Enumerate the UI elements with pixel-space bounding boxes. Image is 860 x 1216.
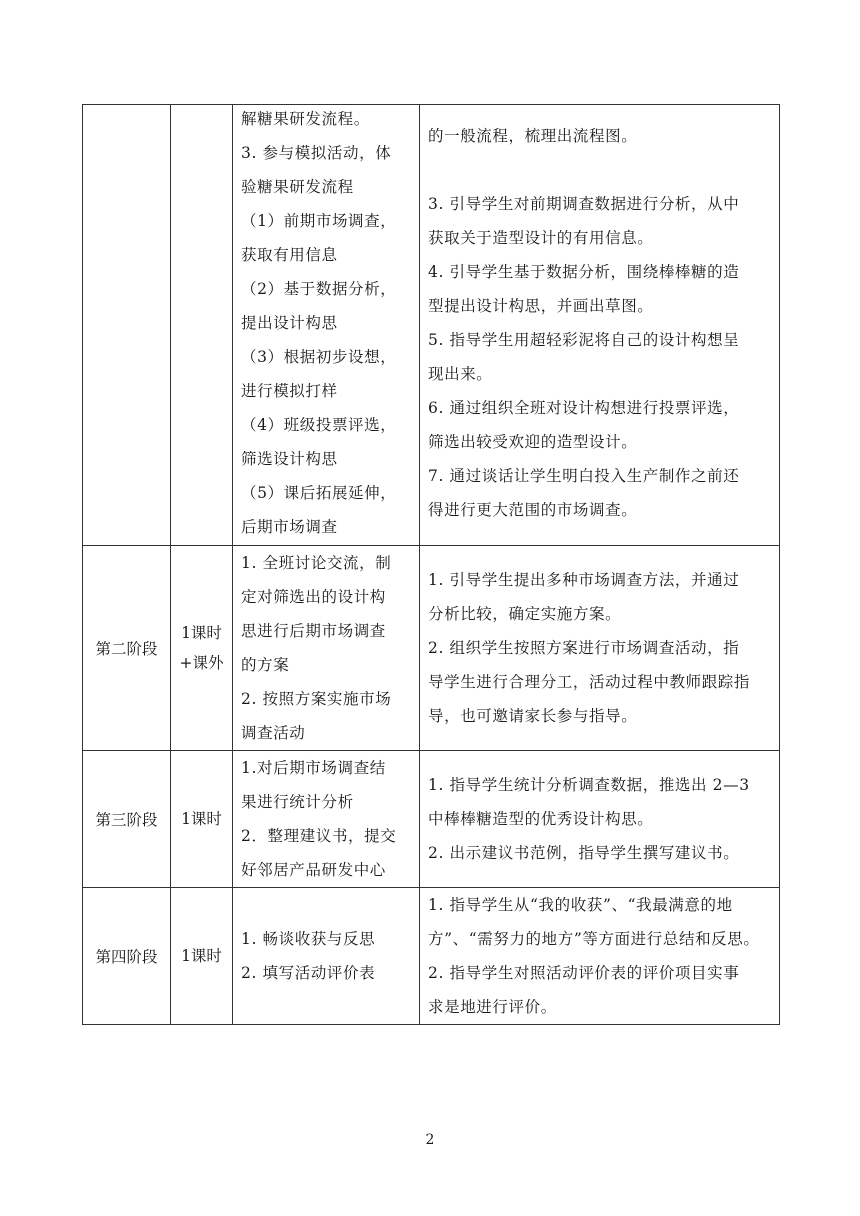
activity-line: 解糖果研发流程。: [241, 109, 370, 128]
blank-line: [428, 153, 771, 187]
guidance-line: 中棒棒糖造型的优秀设计构思。: [428, 810, 654, 828]
guidance-line: 7. 通过谈话让学生明白投入生产制作之前还: [428, 466, 740, 485]
table-row: [83, 888, 780, 1025]
stage-cell: [83, 105, 171, 546]
table-row: [83, 546, 780, 751]
guidance-line: 3. 引导学生对前期调查数据进行分析，从中: [428, 194, 740, 213]
guidance-cell: [420, 105, 780, 546]
guidance-line: 现出来。: [428, 364, 493, 383]
guidance-line: 2. 组织学生按照方案进行市场调查活动，指: [428, 639, 740, 657]
activity-line: 果进行统计分析: [241, 793, 354, 811]
guidance-line: 4. 引导学生基于数据分析，围绕棒棒糖的造: [428, 262, 740, 281]
activities-cell: [233, 888, 420, 1025]
activity-line: 进行模拟打样: [241, 381, 338, 400]
guidance-line: 求是地进行评价。: [428, 998, 557, 1016]
activity-line: 2. 填写活动评价表: [241, 964, 376, 982]
activities-cell: [233, 751, 420, 888]
guidance-line: 得进行更大范围的市场调查。: [428, 500, 638, 519]
table-row: [83, 751, 780, 888]
guidance-line: 导学生进行合理分工，活动过程中教师跟踪指: [428, 673, 751, 691]
activity-line: 2. 按照方案实施市场: [241, 690, 392, 708]
activity-line: 思进行后期市场调查: [241, 622, 386, 640]
activity-line: 调查活动: [241, 724, 306, 742]
lesson-plan-table: [82, 104, 780, 1025]
hours-line: 1课时: [181, 624, 222, 642]
activity-line: 验糖果研发流程: [241, 177, 354, 196]
activity-line: 3. 参与模拟活动，体: [241, 143, 392, 162]
guidance-line: 6. 通过组织全班对设计构想进行投票评选，: [428, 398, 740, 417]
table-row: [83, 105, 780, 546]
activity-line: （5）课后拓展延伸，: [241, 483, 397, 502]
guidance-cell: [420, 888, 780, 1025]
activity-line: 2．整理建议书，提交: [241, 827, 397, 845]
hours-cell: 1课时: [171, 751, 233, 888]
activity-line: （2）基于数据分析，: [241, 279, 397, 298]
activity-line: 筛选设计构思: [241, 449, 338, 468]
activity-line: 的方案: [241, 656, 290, 674]
guidance-line: 5. 指导学生用超轻彩泥将自己的设计构想呈: [428, 330, 740, 349]
activity-line: （4）班级投票评选，: [241, 415, 397, 434]
guidance-line: 方”、“需努力的地方”等方面进行总结和反思。: [428, 930, 760, 948]
activity-line: （3）根据初步设想，: [241, 347, 397, 366]
hours-cell: [171, 546, 233, 751]
activities-cell: [233, 546, 420, 751]
guidance-line: 型提出设计构思，并画出草图。: [428, 296, 654, 315]
guidance-line: 2. 出示建议书范例，指导学生撰写建议书。: [428, 844, 740, 862]
guidance-line: 1. 指导学生统计分析调查数据，推选出 2—3: [428, 776, 750, 794]
guidance-line: 1. 引导学生提出多种市场调查方法，并通过: [428, 571, 740, 589]
stage-cell: 第二阶段: [83, 546, 171, 751]
hours-cell: [171, 105, 233, 546]
page-number: 2: [425, 1132, 435, 1148]
hours-line: +课外: [179, 654, 224, 672]
activity-line: 1. 全班讨论交流，制: [241, 554, 392, 572]
guidance-line: 的一般流程，梳理出流程图。: [428, 126, 638, 145]
guidance-line: 获取关于造型设计的有用信息。: [428, 228, 654, 247]
activity-line: 后期市场调查: [241, 517, 338, 536]
guidance-line: 导，也可邀请家长参与指导。: [428, 707, 638, 725]
guidance-cell: [420, 546, 780, 751]
guidance-line: 2. 指导学生对照活动评价表的评价项目实事: [428, 964, 740, 982]
activity-line: 1. 畅谈收获与反思: [241, 930, 376, 948]
activities-cell: [233, 105, 420, 546]
activity-line: 获取有用信息: [241, 245, 338, 264]
stage-cell: 第三阶段: [83, 751, 171, 888]
hours-cell: 1课时: [171, 888, 233, 1025]
activity-line: 定对筛选出的设计构: [241, 588, 386, 606]
activity-line: 提出设计构思: [241, 313, 338, 332]
guidance-cell: [420, 751, 780, 888]
activity-line: 好邻居产品研发中心: [241, 861, 386, 879]
guidance-line: 1. 指导学生从“我的收获”、“我最满意的地: [428, 896, 733, 914]
activity-line: （1）前期市场调查，: [241, 211, 397, 230]
guidance-line: 分析比较，确定实施方案。: [428, 605, 622, 623]
activity-line: 1.对后期市场调查结: [241, 759, 386, 777]
stage-cell: 第四阶段: [83, 888, 171, 1025]
guidance-line: 筛选出较受欢迎的造型设计。: [428, 432, 638, 451]
